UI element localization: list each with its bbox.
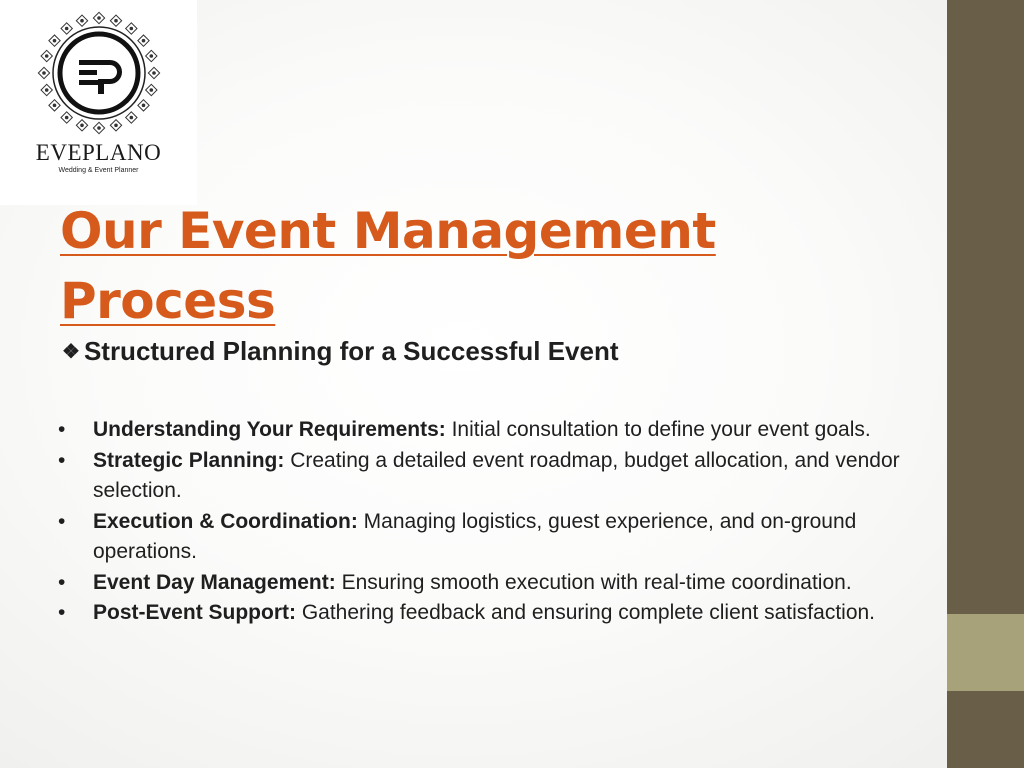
list-item [58,507,918,568]
bullet-icon: • [58,509,66,533]
bullet-heading: Event Day Management: [93,570,336,594]
list-item [58,446,918,507]
side-decor-accent [947,614,1024,691]
list-item [58,598,918,629]
bullet-text: Ensuring smooth execution with real-time coordination. [335,570,852,594]
slide-subtitle [62,336,619,367]
logo-tagline: Wedding & Event Planner [58,167,139,174]
logo-emblem-icon [34,8,164,138]
diamond-bullet-icon: ❖ [62,341,80,363]
bullet-heading: Execution & Coordination: [93,509,358,533]
bullet-icon: • [58,570,66,594]
bullet-text: Gathering feedback and ensuring complete client satisfaction. [296,601,876,624]
bullet-icon: • [58,418,66,441]
bullet-icon: • [58,448,66,472]
bullet-heading: Understanding Your Requirements: [93,418,446,441]
logo-name: EVEPLANO [35,140,162,165]
bullet-icon: • [58,601,66,624]
logo [0,0,197,205]
list-item [58,415,918,446]
bullet-text: Creating a detailed event roadmap, budget allocation, and vendor selection. [93,448,900,502]
slide-title: Our Event Management Process [60,202,716,330]
bullet-text: Initial consultation to define your event goals. [445,418,871,441]
list-item [58,568,918,599]
subtitle-text: Structured Planning for a Successful Event [83,336,619,366]
bullet-heading: Strategic Planning: [93,448,285,472]
bullet-heading: Post-Event Support: [93,601,296,624]
bullet-list [58,415,918,629]
bullet-text: Managing logistics, guest experience, and on-ground operations. [93,509,857,563]
